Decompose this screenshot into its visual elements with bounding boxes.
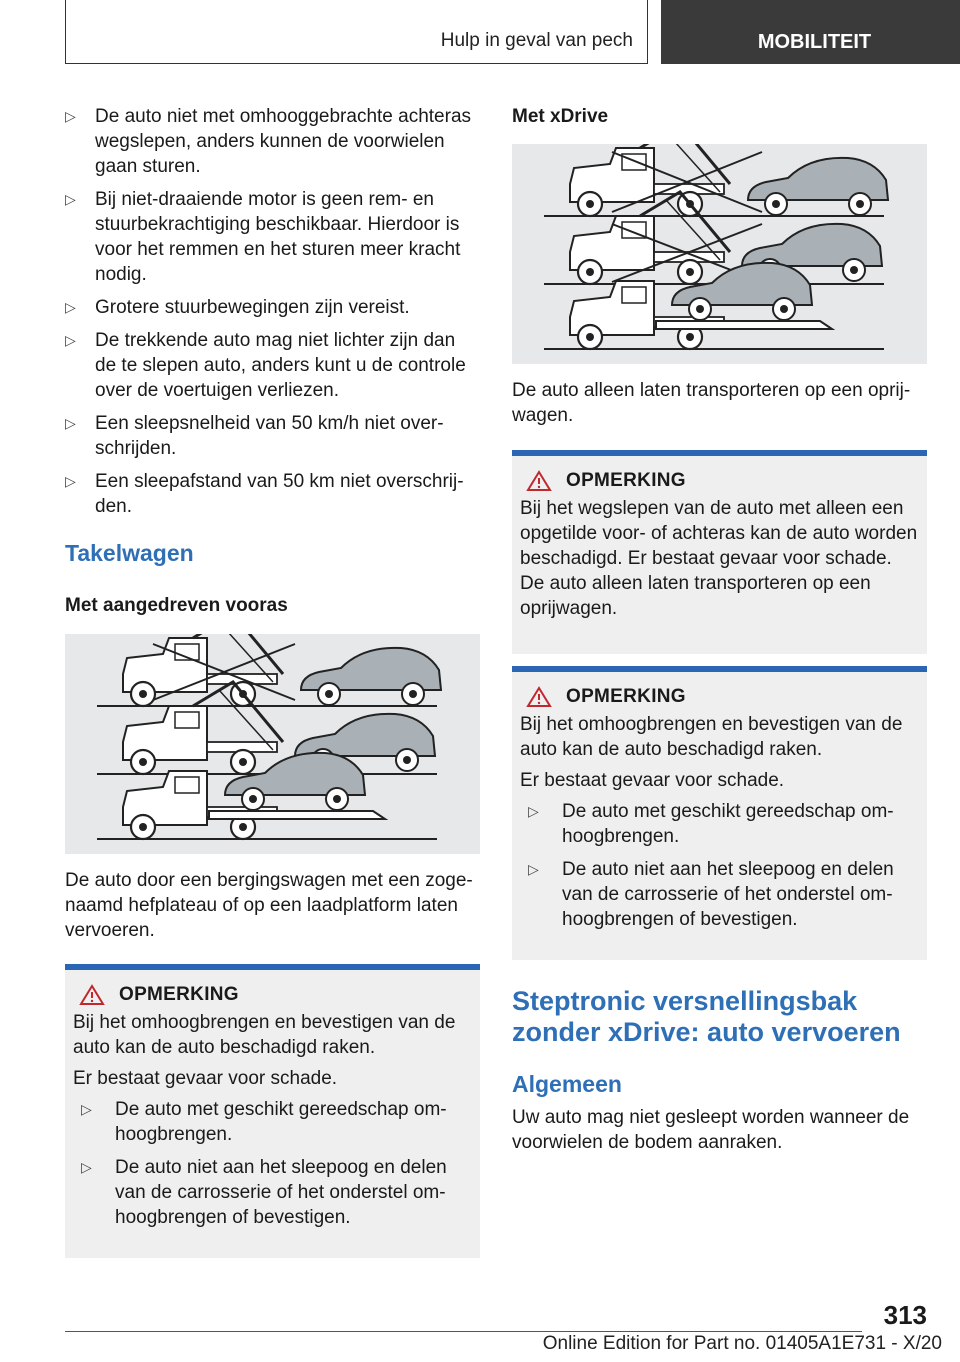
triangle-marker-icon: ▷ bbox=[528, 803, 539, 819]
warning-triangle-icon bbox=[526, 686, 552, 708]
figure-caption: De auto door een bergingswagen met een zogenaamd hefplateau of op een laadplatform laten vervoeren. bbox=[65, 870, 473, 941]
warning-triangle-icon bbox=[526, 470, 552, 492]
list-item: ▷ Een sleepafstand van 50 km niet overschrijden. bbox=[65, 471, 464, 517]
warning-note bbox=[512, 666, 927, 960]
triangle-marker-icon: ▷ bbox=[65, 191, 76, 207]
note-text: Er bestaat gevaar voor schade. bbox=[520, 770, 785, 791]
header-section-box bbox=[65, 0, 648, 64]
triangle-marker-icon: ▷ bbox=[65, 473, 76, 489]
note-title bbox=[520, 686, 919, 708]
triangle-marker-icon: ▷ bbox=[65, 108, 76, 124]
section-heading-steptronic: Steptronic versnellingsbak zonder xDrive: auto vervoeren bbox=[512, 986, 901, 1047]
note-list bbox=[73, 1097, 472, 1230]
tow-truck-illustration bbox=[65, 634, 480, 854]
list-item: ▷ De auto met geschikt gereedschap omhoogbrengen. bbox=[81, 1099, 447, 1145]
triangle-marker-icon: ▷ bbox=[528, 861, 539, 877]
list-item: ▷ Bij niet-draaiende motor is geen rem- en stuurbekrachtiging beschikbaar. Hierdoor is voor het remmen en het sturen meer kracht nodig. bbox=[65, 189, 461, 285]
section-heading-takelwagen: Takelwagen bbox=[65, 540, 194, 566]
chapter-tab: MOBILITEIT bbox=[661, 0, 960, 64]
triangle-marker-icon: ▷ bbox=[81, 1159, 92, 1175]
tow-conditions-list bbox=[65, 104, 480, 527]
xdrive-transport-illustration bbox=[512, 144, 927, 364]
note-title-text: OPMERKING bbox=[566, 686, 686, 707]
triangle-marker-icon: ▷ bbox=[65, 332, 76, 348]
note-list bbox=[520, 799, 919, 932]
warning-note bbox=[65, 964, 480, 1258]
footer-edition: Online Edition for Part no. 01405A1E731 - X/20 bbox=[542, 1333, 942, 1354]
note-text: Bij het omhoogbrengen en bevestigen van de auto kan de auto beschadigd raken. bbox=[520, 714, 903, 760]
list-item: ▷ De auto niet aan het sleepoog en delen van de carrosserie of het onderstel omhoogbrengen of bevestigen. bbox=[81, 1157, 447, 1228]
list-item: ▷ De auto niet aan het sleepoog en delen van de carrosserie of het onderstel omhoogbrengen of bevestigen. bbox=[528, 859, 894, 930]
triangle-marker-icon: ▷ bbox=[81, 1101, 92, 1117]
figure-caption: De auto alleen laten transporteren op een oprijwagen. bbox=[512, 380, 911, 426]
subheading-algemeen: Algemeen bbox=[512, 1071, 622, 1097]
body-text: Uw auto mag niet gesleept worden wanneer de voorwielen de bodem aanraken. bbox=[512, 1107, 910, 1153]
list-item: ▷ De trekkende auto mag niet lichter zijn dan de te slepen auto, anders kunt u de controle over de voertuigen verliezen. bbox=[65, 330, 466, 401]
subheading-xdrive: Met xDrive bbox=[512, 106, 609, 127]
note-title bbox=[520, 470, 919, 492]
warning-triangle-icon bbox=[79, 984, 105, 1006]
subheading-front-wheel-drive: Met aangedreven vooras bbox=[65, 595, 288, 616]
note-text: Bij het wegslepen van de auto met alleen een opgetilde voor- of achteras kan de auto worden beschadigd. Er bestaat gevaar voor schade. De auto alleen laten transporteren op een oprijwagen. bbox=[520, 498, 918, 619]
note-title bbox=[73, 984, 472, 1006]
list-item: ▷ De auto niet met omhooggebrachte achteras wegslepen, anders kunnen de voorwielen gaan sturen. bbox=[65, 106, 472, 177]
triangle-marker-icon: ▷ bbox=[65, 299, 76, 315]
note-title-text: OPMERKING bbox=[119, 984, 239, 1005]
warning-note bbox=[512, 450, 927, 654]
page-number: 313 bbox=[883, 1300, 927, 1330]
list-item: ▷ Grotere stuurbewegingen zijn vereist. bbox=[65, 297, 410, 318]
list-item: ▷ Een sleepsnelheid van 50 km/h niet overschrijden. bbox=[65, 413, 444, 459]
note-text: Bij het omhoogbrengen en bevestigen van de auto kan de auto beschadigd raken. bbox=[73, 1012, 456, 1058]
triangle-marker-icon: ▷ bbox=[65, 415, 76, 431]
note-text: Er bestaat gevaar voor schade. bbox=[73, 1068, 338, 1089]
footer-divider bbox=[65, 1331, 862, 1332]
section-title: Hulp in geval van pech bbox=[440, 30, 633, 51]
list-item: ▷ De auto met geschikt gereedschap omhoogbrengen. bbox=[528, 801, 894, 847]
note-title-text: OPMERKING bbox=[566, 470, 686, 491]
